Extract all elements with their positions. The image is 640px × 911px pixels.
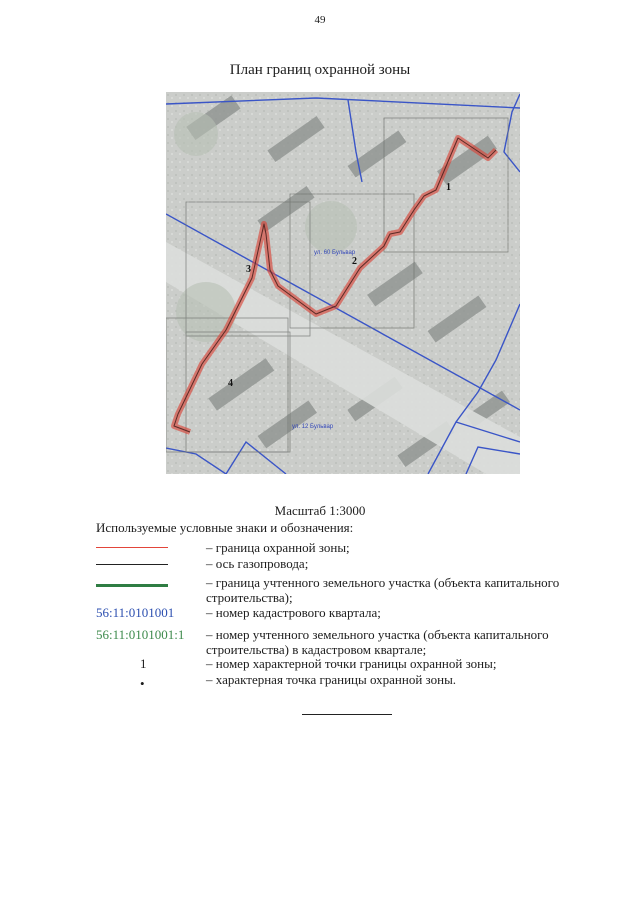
legend-text: – граница учтенного земельного участка (объекта капитального строительства); bbox=[206, 575, 560, 605]
legend-text: – номер учтенного земельного участка (объекта капитального строительства) в кадастровом квартале; bbox=[206, 627, 549, 657]
legend-symbol: 56:11:0101001:1 bbox=[96, 627, 185, 642]
point-marker-icon: • bbox=[140, 676, 145, 691]
street-label-1: ул. 60 Бульвар bbox=[314, 250, 356, 256]
boundary-map bbox=[166, 92, 520, 474]
legend-text: – ось газопровода; bbox=[206, 556, 309, 571]
page-number: 49 bbox=[314, 14, 326, 26]
legend-text: – граница охранной зоны; bbox=[206, 540, 350, 555]
legend-text: – номер кадастрового квартала; bbox=[206, 605, 381, 620]
point-label-2: 2 bbox=[352, 256, 357, 267]
page-title: План границ охранной зоны bbox=[229, 62, 411, 78]
point-label-3: 3 bbox=[246, 264, 251, 275]
legend-text: – характерная точка границы охранной зоны. bbox=[206, 672, 457, 687]
legend-text: – номер характерной точки границы охранной зоны; bbox=[206, 656, 497, 671]
point-label-1: 1 bbox=[446, 182, 451, 193]
street-label-2: ул. 12 Бульвар bbox=[292, 424, 334, 430]
end-rule bbox=[302, 714, 392, 715]
legend-symbol: 1 bbox=[140, 656, 147, 671]
legend-heading: Используемые условные знаки и обозначения: bbox=[96, 520, 354, 535]
legend-black-line bbox=[96, 564, 168, 565]
legend-green-line bbox=[96, 584, 168, 587]
point-label-4: 4 bbox=[228, 378, 233, 389]
legend-red-line bbox=[96, 547, 168, 548]
map-scale: Масштаб 1:3000 bbox=[274, 503, 366, 518]
legend-symbol: 56:11:0101001 bbox=[96, 605, 175, 620]
